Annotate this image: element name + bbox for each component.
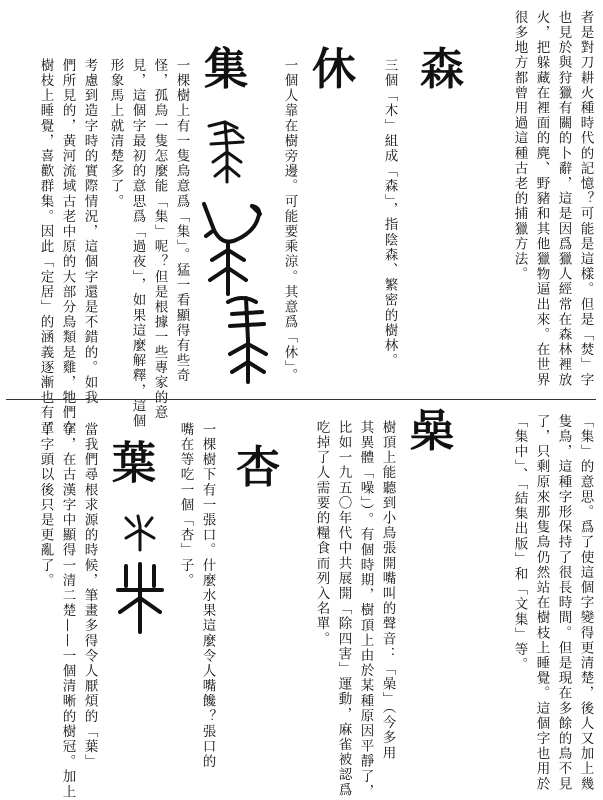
- text-column: 樹枝上睡覺，喜歡群集。因此「定居」的涵義逐漸也有了: [37, 58, 54, 436]
- text-column: 一棵樹上有一隻鳥意爲「集」。猛一看顯得有些奇: [173, 58, 190, 384]
- text-column: 比如一九五〇年代中共展開「除四害」運動，麻雀被認爲: [335, 420, 352, 798]
- heading-xiu: 休: [312, 44, 356, 95]
- text-column: 了，只剩原來那隻鳥仍然站在樹枝上睡覺。這個字也用於: [533, 414, 550, 792]
- text-column: 怪，孤鳥一隻怎麼能「集」呢？但是根據一些專家的意: [151, 58, 168, 421]
- text-column: 嘴在等吃一個「杏」子。: [177, 422, 194, 589]
- text-column: 當我們尋根求源的時候，筆畫多得令人厭煩的「葉」: [81, 422, 98, 770]
- text-column: 吃掉了人需要的糧食而列入名單。: [313, 420, 330, 647]
- text-column: 形象馬上就清楚多了。: [107, 58, 124, 209]
- heading-ji: 集: [204, 44, 248, 95]
- text-column: 很多地方都曾用過這種古老的捕獵方法。: [511, 10, 528, 282]
- text-column: 一個人靠在樹旁邊。可能要乘涼。其意爲「休」。: [281, 58, 298, 384]
- text-column: 草字頭以後只是更亂了。: [37, 422, 54, 589]
- section-divider: [6, 399, 596, 400]
- text-column: 字，在古漢字中顯得一清二楚——一個清晰的樹冠。加上: [59, 422, 76, 800]
- text-column: 樹頂上能聽到小鳥張開嘴叫的聲音：「喿」（今多用: [379, 420, 396, 761]
- text-column: 「集中」、「結集出版」和「文集」等。: [511, 414, 528, 673]
- text-column: 三個「木」組成「森」，指陰森、繁密的樹林。: [381, 58, 398, 369]
- text-column: 見，這個字最初的意思爲「過夜」，如果這麼解釋，這個: [129, 58, 146, 429]
- text-column: 火，把躲藏在裡面的麂、野豬和其他獵物逼出來。在世界: [533, 10, 550, 388]
- text-column: 隻鳥，這種字形保持了很長時間。但是現在多餘的鳥不見: [555, 414, 572, 792]
- text-column: 「集」的意思。爲了使這個字變得更清楚，後人又加上幾: [577, 414, 594, 792]
- ancient-ye-glyph-small: [120, 512, 160, 552]
- heading-zao: 喿: [410, 406, 454, 457]
- heading-sen: 森: [420, 44, 464, 95]
- heading-xing: 杏: [236, 442, 280, 493]
- ancient-ji-glyph-three-birds: [222, 292, 278, 384]
- ancient-ji-glyph-small: [203, 116, 251, 184]
- text-column: 們所見的，黃河流域古老中原的大部分鳥類是雞，牠們在: [59, 58, 76, 436]
- ancient-ji-glyph-bird: [196, 200, 266, 296]
- text-column: 也見於與狩獵有關的卜辭，這是因爲獵人經常在森林裡放: [555, 10, 572, 388]
- text-column: 其異體「噪」）。有個時期，樹頂上由於某種原因平靜了，: [357, 420, 374, 800]
- ancient-ye-glyph-large: [112, 562, 168, 634]
- text-column: 考慮到造字時的實際情況，這個字還是不錯的。如我: [81, 58, 98, 406]
- heading-ye: 葉: [112, 438, 156, 489]
- text-column: 者是對刀耕火種時代的記憶？可能是這樣。但是「焚」字: [577, 10, 594, 388]
- text-column: 一棵樹下有一張口。什麼水果這麼令人嘴饞？張口的: [199, 422, 216, 770]
